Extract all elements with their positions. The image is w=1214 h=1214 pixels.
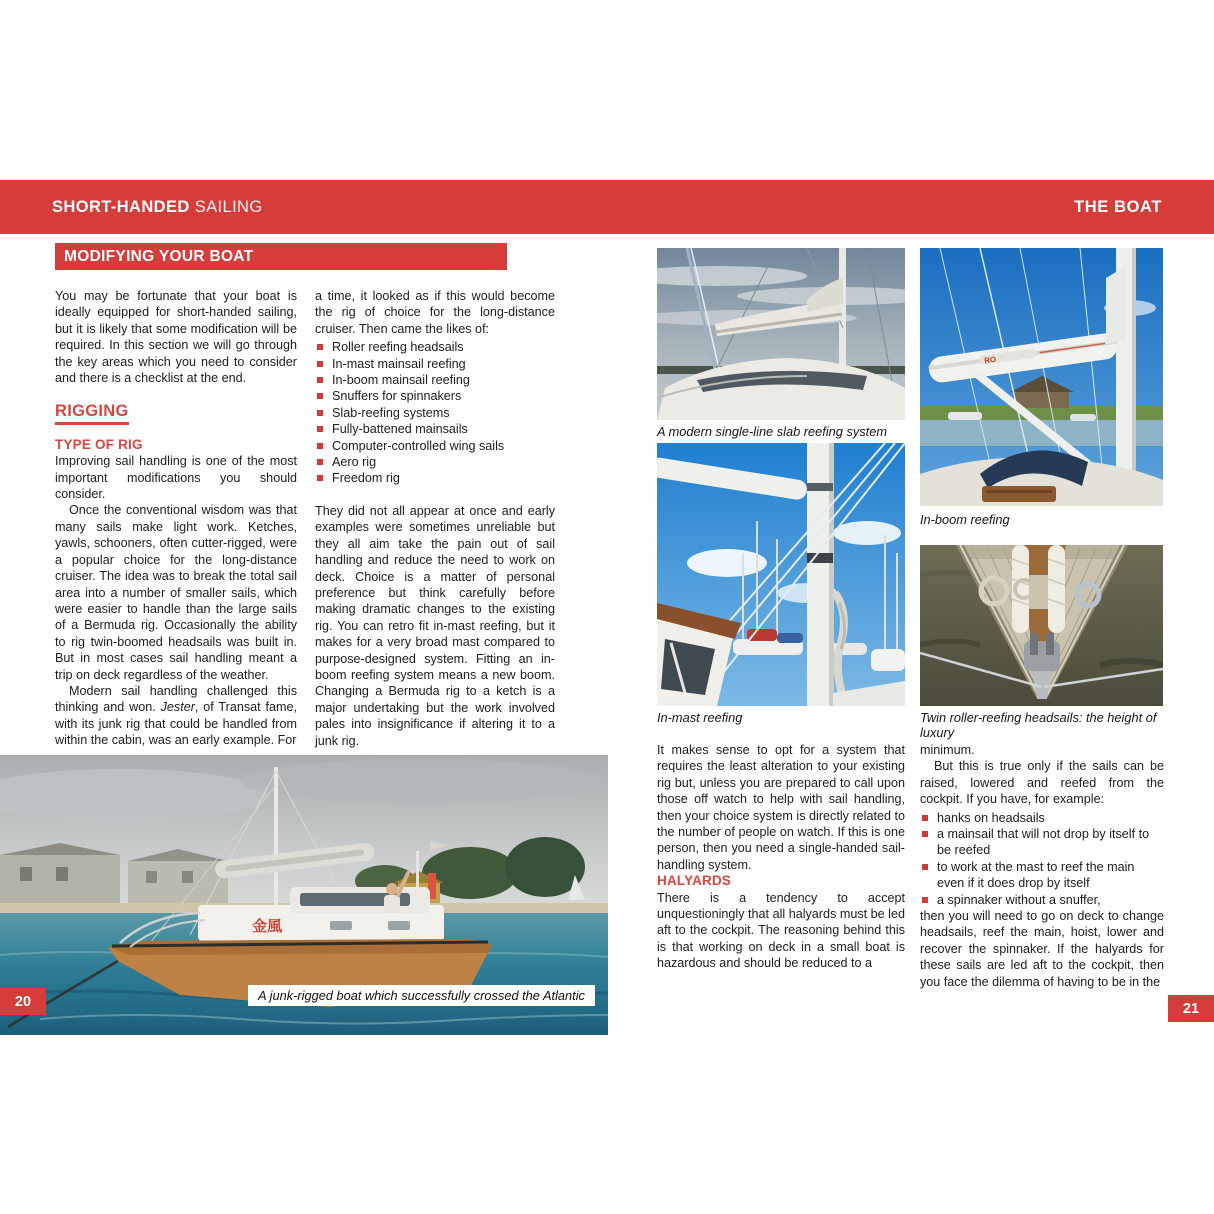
paragraph-modern: Modern sail handling challenged this thinking and won. Jester, of Transat fame, with its junk rig that could be handled from within the cabin, was an early example. For bbox=[55, 683, 297, 748]
list-item: a spinnaker without a snuffer, bbox=[920, 892, 1164, 908]
page-number-right: 21 bbox=[1168, 995, 1214, 1022]
list-item: Snuffers for spinnakers bbox=[315, 388, 555, 404]
hull-mark-characters: 金風 bbox=[252, 918, 283, 935]
caption-in-mast-reefing: In-mast reefing bbox=[657, 710, 743, 725]
list-item: Freedom rig bbox=[315, 470, 555, 486]
section-banner: MODIFYING YOUR BOAT bbox=[55, 243, 507, 270]
list-item: In-boom mainsail reefing bbox=[315, 372, 555, 388]
rigging-heading: RIGGING bbox=[55, 403, 129, 424]
cockpit-requirements-list bbox=[920, 810, 1164, 908]
type-of-rig-heading: TYPE OF RIG bbox=[55, 436, 143, 452]
caption-slab-reefing: A modern single-line slab reefing system bbox=[657, 424, 887, 439]
book-title bbox=[52, 198, 263, 217]
paragraph-then-deck: then you will need to go on deck to change headsails, reef the main, hoist, lower and recover the spinnaker. If the halyards for these sails are led aft to the cockpit, then you face the dilemma of having to be in the bbox=[920, 909, 1164, 989]
paragraph-rig-of-choice: a time, it looked as if this would become the rig of choice for the long-distance cruiser. Then came the likes of: bbox=[315, 289, 555, 336]
left-page-column-1 bbox=[55, 288, 297, 749]
intro-paragraph: You may be fortunate that your boat is ideally equipped for short-handed sailing, but it is likely that some modification will be required. In this section we will go through the key areas which you need to consider and there is a checklist at the end. bbox=[55, 289, 297, 386]
list-item: to work at the mast to reef the main even if it does drop by itself bbox=[920, 859, 1164, 892]
svg-text:RO: RO bbox=[983, 354, 997, 366]
list-item: In-mast mainsail reefing bbox=[315, 356, 555, 372]
photo-in-boom-reefing bbox=[920, 248, 1163, 506]
list-item: Computer-controlled wing sails bbox=[315, 438, 555, 454]
book-title-bold: SHORT-HANDED bbox=[52, 197, 190, 216]
paragraph-did-not-appear: They did not all appear at once and early examples were sometimes unreliable but they all aim take the pain out of sail handling and reduce the need to work on deck. Choice is a matter of personal preference but think carefully before making dramatic changes to the existing rig. You can retro fit in-mast reefing, but it makes for a very broad mast compared to purpose-designed system. Fitting an in-boom reefing system means a new boom. Changing a Bermuda rig to a ketch is a major undertaking but the work involved pales into insignificance if altering it to a junk rig. bbox=[315, 503, 555, 748]
paragraph-once: Once the conventional wisdom was that many sails make light work. Ketches, yawls, schooners, often cutter-rigged, were a popular choice for the long-distance cruiser. The idea was to break the total sail area into a number of smaller sails, which were easier to handle than the large sails of a Bermuda rig. Occasionally the ability to rig twin-boomed headsails was built in. But in most cases sail handling meant a trip on deck regardless of the weather. bbox=[55, 503, 297, 682]
photo-in-mast-reefing bbox=[657, 443, 905, 706]
list-item: Fully-battened mainsails bbox=[315, 421, 555, 437]
left-page-column-2 bbox=[315, 288, 555, 749]
book-title-regular: SAILING bbox=[189, 197, 263, 216]
list-item: a mainsail that will not drop by itself to be reefed bbox=[920, 826, 1164, 859]
list-item: Roller reefing headsails bbox=[315, 339, 555, 355]
chapter-header-band bbox=[0, 180, 1214, 234]
paragraph-minimum: minimum. bbox=[920, 743, 975, 757]
boat-name-jester: Jester bbox=[160, 700, 195, 715]
paragraph-but-true: But this is true only if the sails can be raised, lowered and reefed from the cockpit. If you have, for example: bbox=[920, 759, 1164, 807]
rig-systems-list bbox=[315, 339, 555, 487]
chapter-title: THE BOAT bbox=[1074, 197, 1162, 216]
right-page-column-2 bbox=[920, 742, 1164, 990]
list-item: Aero rig bbox=[315, 454, 555, 470]
list-item: hanks on headsails bbox=[920, 810, 1164, 826]
photo-junk-rigged-boat bbox=[0, 755, 608, 1035]
page-number-left: 20 bbox=[0, 988, 46, 1015]
caption-twin-roller-headsails: Twin roller-reefing headsails: the height of luxury bbox=[920, 710, 1157, 740]
left-photo-caption: A junk-rigged boat which successfully crossed the Atlantic bbox=[248, 985, 595, 1006]
photo-twin-roller-headsails bbox=[920, 545, 1163, 706]
right-page-column-1 bbox=[657, 742, 905, 972]
photo-slab-reefing bbox=[657, 248, 905, 420]
caption-in-boom-reefing: In-boom reefing bbox=[920, 512, 1010, 527]
list-item: Slab-reefing systems bbox=[315, 405, 555, 421]
halyards-heading: HALYARDS bbox=[657, 873, 732, 889]
paragraph-tendency: There is a tendency to accept unquestioningly that all halyards must be led aft to the cockpit. The reasoning behind this is that working on deck in a small boat is hazardous and should be reduced to a bbox=[657, 890, 905, 971]
paragraph-improving: Improving sail handling is one of the most important modifications you should consider. bbox=[55, 454, 297, 502]
paragraph-makes-sense: It makes sense to opt for a system that requires the least alteration to your existing rig but, unless you are prepared to call upon those off watch to help with sail handling, then your choice system is directly related to the number of people on watch. If this is one person, then you need a single-handed sail-handling system. bbox=[657, 743, 905, 872]
